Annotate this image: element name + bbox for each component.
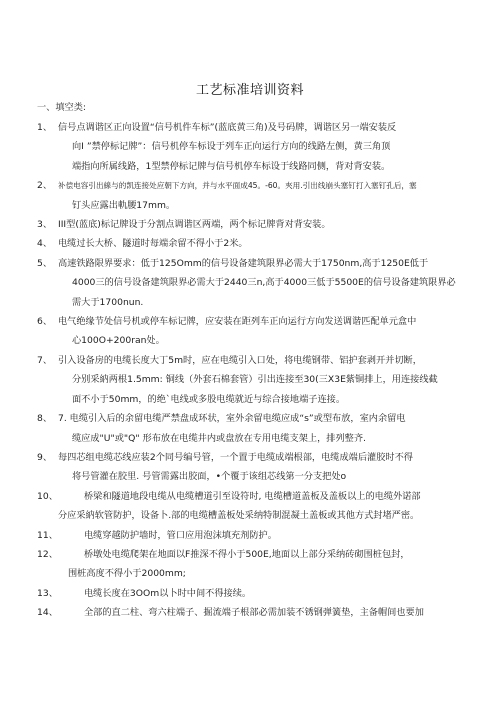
item-number: 4、 [37, 238, 53, 250]
list-item [0, 215, 500, 234]
item-line: 桥墩处电缆爬架在地面以F推深不得小于500E,地面以上部分采纳砖砌围桩包封， [84, 548, 410, 560]
item-number: 11、 [37, 529, 58, 541]
item-number: 8、 [37, 413, 53, 425]
page-title: 工艺标准培训资料 [195, 83, 304, 98]
item-line: 将号管灌在胶里. 号管需露出胶面，•个覆于该组芯线第一分支把处o [72, 471, 347, 483]
item-line: 引入设备房的电缆长度大丁5m时，应在电缆引入口处，将电缆钢带、铝护套剥开并切断， [58, 354, 422, 366]
item-line: 信号点调谐区正向设置“信号机件车标”(蓝底黄三角)及号码牌，调谐区另一端安装反 [58, 122, 397, 133]
list-item [0, 526, 500, 545]
list-item [0, 254, 500, 312]
list-item [0, 234, 500, 253]
list-item [0, 118, 500, 176]
item-line: 每四芯组电缆芯线应装2个同号编号管，一个置于电缆成端根部，电缆成端后灌胶时不得 [58, 451, 413, 463]
item-line: 全部的直二柱、弯六柱端子、掘流端子根部必需加装不锈钢弹簧垫，主备帽间也要加 [84, 607, 424, 619]
item-line: 缆应成"U"或"Q" 形布放在电缆井内或盘放在专用电缆支架上，排列整齐. [72, 432, 366, 444]
item-line: 电缆穿越防护墙时，管口应用泡沫填充剂防护。 [84, 529, 277, 541]
item-number: 13、 [37, 587, 58, 599]
list-item [0, 409, 500, 448]
item-number: 6、 [37, 316, 53, 328]
item-line: 需大于1700nun. [72, 296, 144, 308]
item-line: 分应采納软管防护，设备卜.部的电缆槽盖板处采纳特制混凝土盖板或其他方式封堵严密。 [58, 510, 420, 522]
list-item [0, 312, 500, 351]
item-number: 1、 [37, 122, 53, 133]
list-item [0, 603, 500, 622]
item-line: 7. 电缆引入后的余留电缆严禁盘成环状，室外余留电缆应成“s”或型布放，室内余留电 [58, 413, 406, 425]
item-line: 面不小于50mm，的绝`电线或多股电缆就近与综合接地端子连接。 [72, 393, 346, 405]
item-line: 电缆过长大桥、隧道时每端余留不得小于2米。 [58, 238, 248, 250]
item-number: 5、 [37, 257, 53, 269]
list-item [0, 487, 500, 526]
list-item [0, 351, 500, 409]
item-number: 12、 [37, 548, 58, 560]
item-line: 4000三的信号设备建筑限界必需大于2440三n,高于4000三低于5500E的信号设备建筑限界必 [72, 277, 456, 289]
item-number: 10、 [37, 490, 58, 502]
item-number: 7、 [37, 354, 53, 366]
section-heading: 一、填空类: [37, 102, 87, 113]
item-line: 心100O+200ran处。 [72, 335, 165, 347]
item-line: 桥梁和隧道地段电缆从电缆槽道引至设符时, 电缆槽道盖板及盖板以上的电缆外诺部 [84, 490, 421, 502]
item-number: 9、 [37, 451, 53, 463]
list-item [0, 545, 500, 584]
list-item [0, 448, 500, 487]
list-item [0, 584, 500, 603]
item-list [0, 118, 500, 623]
item-number: 14、 [37, 607, 58, 619]
item-line: 电气绝缘节处信号机或停车标记牌，应安装在距列车正向运行方向发送调谐匹配单元盒中 [58, 316, 417, 328]
item-line: 向I ”禁停标记牌”：信号机停车标设于列车正向运行方向的线路左侧，黄三角顶 [72, 141, 391, 153]
item-number: 3、 [37, 219, 53, 231]
item-line: 补偿电容引出線与的凯连接处应朝下方向，并与水平面成45。-60。夾用.引出线崩头塞钉打入塞钉孔后，塞 [58, 181, 417, 191]
item-line: 端指向所属线路，1型禁停标记牌与信号机停车标设于线路同侧，背对背安装。 [72, 160, 391, 172]
item-line: 钉头应露出軌腰17mm。 [72, 199, 176, 211]
item-line: 分别采納两根1.5mm: 铜线（外套石棉套管）引出连接至30(三X3E紫铜排上，用连接线截 [72, 374, 438, 386]
item-line: 高速铁路限界要求：低于125Omm的信号设备建筑限界必需大于1750nm,高于1250E低于 [58, 257, 429, 269]
item-line: III型(蓝底)标记牌设于分割点调谐区两端，两个标记牌背对背安装。 [58, 219, 331, 231]
item-number: 2、 [37, 180, 53, 192]
list-item [0, 176, 500, 215]
item-line: 电缆长度在3OOm以卜时中间不得接续。 [84, 587, 252, 599]
item-line: 围桩高度不得小于2000mm; [68, 568, 186, 580]
